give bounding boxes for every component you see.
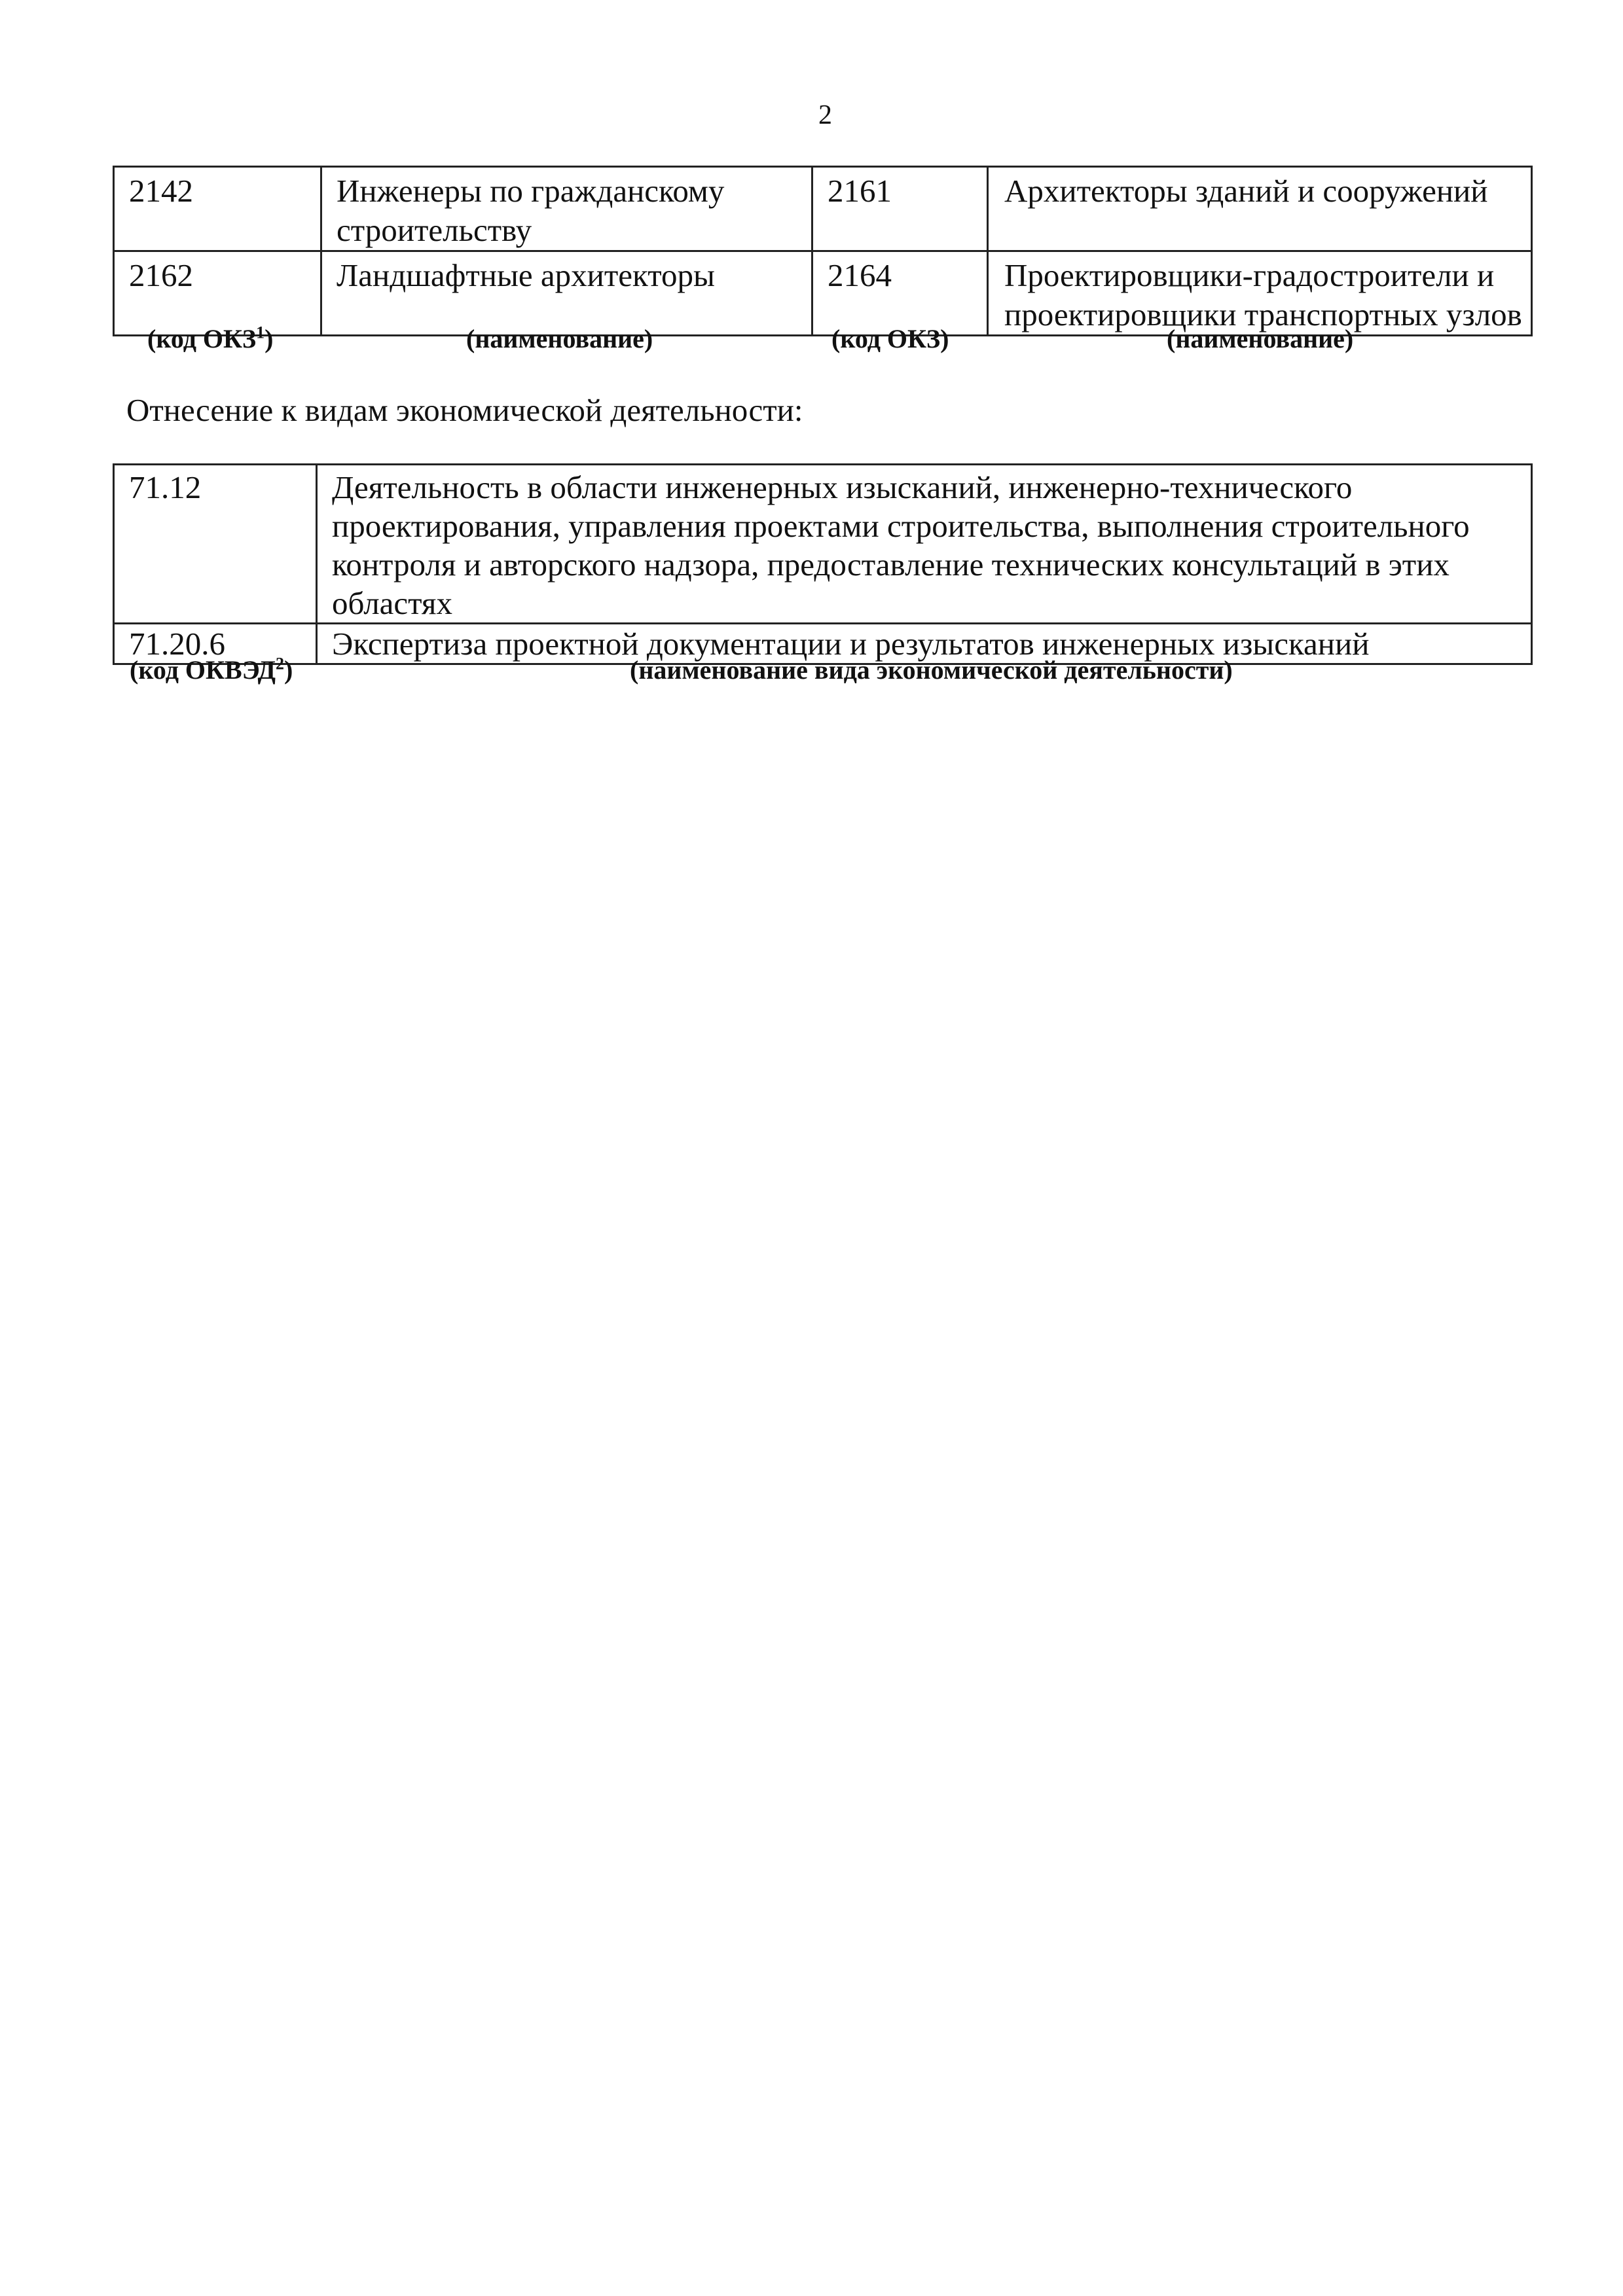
- okz-name-cell: Архитекторы зданий и сооружений: [988, 167, 1532, 251]
- okz-table-row: [114, 167, 1532, 251]
- okved-table: [113, 463, 1533, 665]
- okz-table-captions: [0, 323, 1623, 359]
- okz-table: [113, 166, 1533, 336]
- okz-code-cell: 2161: [812, 167, 988, 251]
- okz-code-caption-close: ): [264, 324, 274, 353]
- okved-name-cell: Экспертиза проектной документации и результатов инженерных изысканий: [317, 624, 1532, 664]
- okz-name-cell: Ландшафтные архитекторы: [321, 251, 812, 336]
- okz-code-caption-text: (код ОКЗ: [147, 324, 257, 353]
- okz-code-caption: (код ОКЗ): [831, 324, 949, 353]
- okz-table-row: [114, 251, 1532, 336]
- okved-code-caption: [130, 654, 293, 685]
- okved-table-row: [114, 465, 1532, 624]
- okved-table-captions: [0, 654, 1623, 690]
- footnote-marker: 1: [256, 323, 265, 342]
- okz-name-cell: Проектировщики-градостроители и проектировщики транспортных узлов: [988, 251, 1532, 336]
- section-heading: Отнесение к видам экономической деятельности:: [126, 392, 803, 428]
- okved-code-cell: 71.12: [114, 465, 317, 624]
- okz-name-caption: (наименование): [1167, 324, 1354, 353]
- page-number: 2: [818, 100, 832, 130]
- okz-code-caption: [147, 323, 274, 353]
- okz-code-cell: 2164: [812, 251, 988, 336]
- okz-name-caption: (наименование): [466, 324, 653, 353]
- footnote-marker: 2: [276, 654, 285, 673]
- okz-name-cell: Инженеры по гражданскому строительству: [321, 167, 812, 251]
- okved-code-caption-text: (код ОКВЭД: [130, 655, 276, 685]
- okz-code-cell: 2162: [114, 251, 321, 336]
- okved-code-caption-close: ): [284, 655, 293, 685]
- okved-name-caption: (наименование вида экономической деятельности): [630, 655, 1233, 685]
- okved-name-cell: Деятельность в области инженерных изысканий, инженерно-технического проектирования, управления проектами строительства, выполнения строительного контроля и авторского надзора, предоставление технических консультаций в этих областях: [317, 465, 1532, 624]
- okved-code-cell: 71.20.6: [114, 624, 317, 664]
- okz-code-cell: 2142: [114, 167, 321, 251]
